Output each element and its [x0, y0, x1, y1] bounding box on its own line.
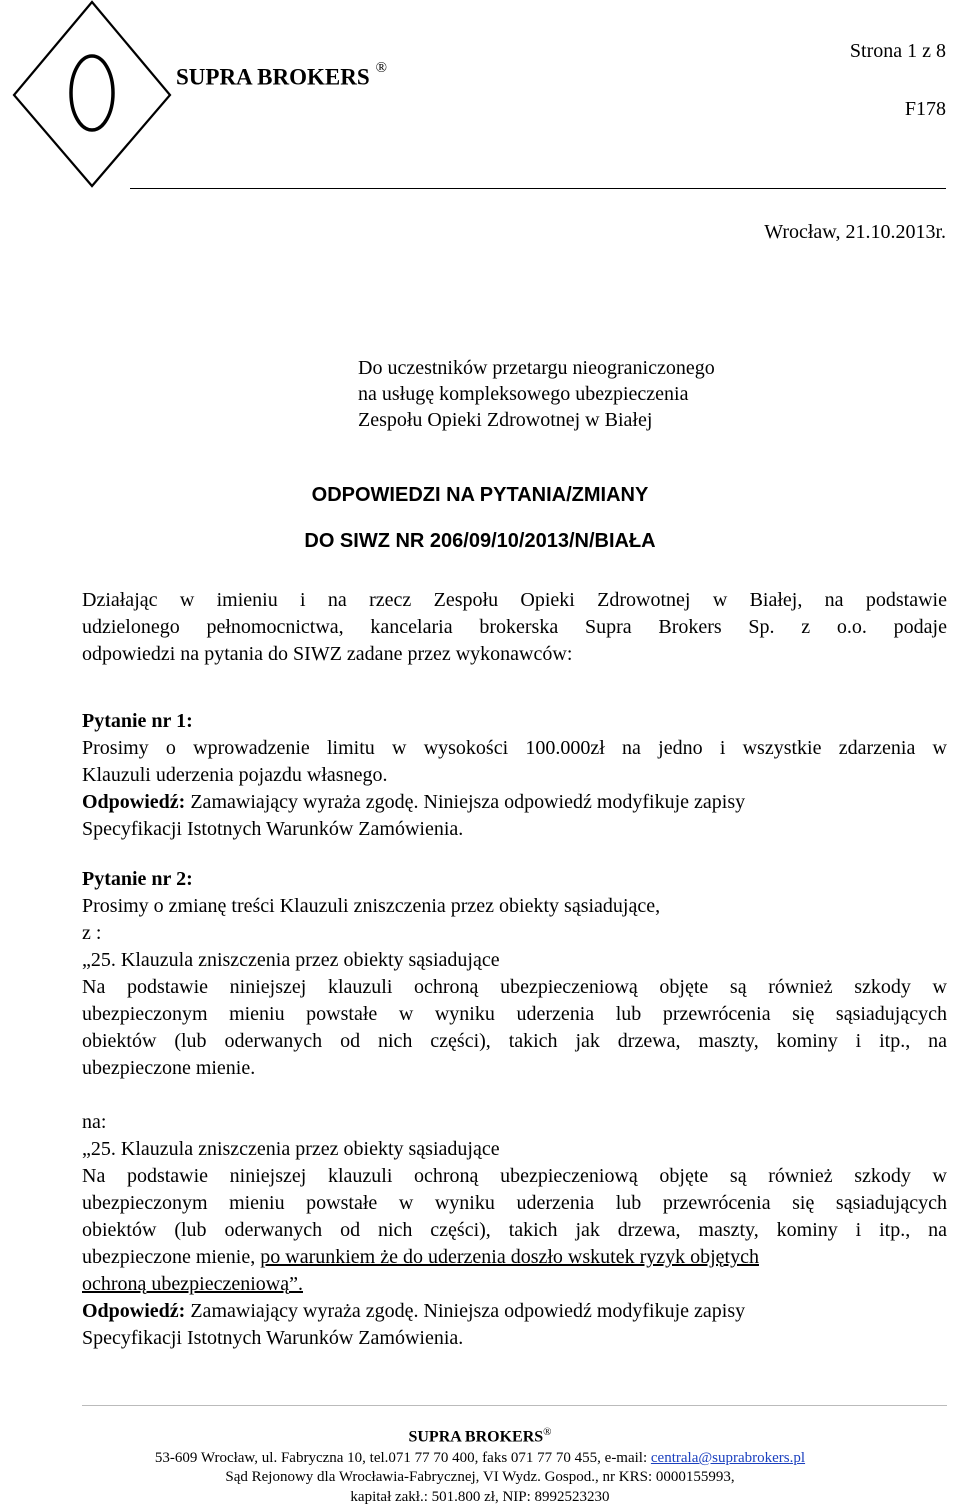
- form-code: F178: [904, 98, 946, 120]
- footer-court: Sąd Rejonowy dla Wrocławia-Fabrycznej, VI Wydz. Gospod., nr KRS: 0000155993,: [225, 1469, 735, 1485]
- answer-1: [82, 789, 947, 816]
- clause-line: ubezpieczonym mieniu powstałe w wyniku uderzenia lub przewrócenia się sąsiadujących: [82, 1003, 947, 1025]
- new-clause-end: ubezpieczone mienie, po warunkiem że do uderzenia doszło wskutek ryzyk objętych: [82, 1246, 759, 1268]
- footer-divider: [82, 1405, 947, 1406]
- answer-decision: Zamawiający wyraża zgodę.: [185, 791, 419, 813]
- clause-end: ubezpieczone mienie.: [82, 1057, 256, 1079]
- clause-line: Na podstawie niniejszej klauzuli ochroną ubezpieczeniową objęte są również szkody w: [82, 976, 947, 998]
- footer-capital: kapitał zakł.: 501.800 zł, NIP: 8992523230: [350, 1489, 610, 1505]
- question-2-intro: Prosimy o zmianę treści Klauzuli zniszczenia przez obiekty sąsiadujące,: [82, 895, 661, 917]
- new-clause-title: „25. Klauzula zniszczenia przez obiekty sąsiadujące: [82, 1138, 500, 1160]
- intro-line: Działając w imieniu i na rzecz Zespołu Opieki Zdrowotnej w Białej, na podstawie: [82, 589, 947, 611]
- answer-2-line-2: Specyfikacji Istotnych Warunków Zamówienia.: [82, 1327, 464, 1349]
- addressee-line: Do uczestników przetargu nieograniczonego: [358, 357, 715, 379]
- new-clause-line: Na podstawie niniejszej klauzuli ochroną ubezpieczeniową objęte są również szkody w: [82, 1165, 947, 1187]
- question-2: [82, 866, 947, 1352]
- document-title-line-1: ODPOWIEDZI NA PYTANIA/ZMIANY: [311, 484, 649, 506]
- answer-label: Odpowiedź:: [82, 1300, 186, 1322]
- answer-rest: Niniejsza odpowiedź modyfikuje zapisy: [418, 791, 746, 813]
- clause-title: „25. Klauzula zniszczenia przez obiekty sąsiadujące: [82, 949, 500, 971]
- from-label: z :: [82, 922, 102, 944]
- question-1-line: Prosimy o wprowadzenie limitu w wysokości 100.000zł na jedno i wszystkie zdarzenia w: [82, 737, 947, 759]
- footer-brand: SUPRA BROKERS®: [408, 1426, 552, 1446]
- registered-mark: ®: [375, 60, 388, 76]
- new-clause-line: obiektów (lub oderwanych od nich części), takich jak drzewa, maszty, kominy i itp., na: [82, 1219, 947, 1241]
- footer-email-link[interactable]: centrala@suprabrokers.pl: [650, 1450, 806, 1466]
- intro-paragraph: [82, 587, 947, 668]
- footer-address: 53-609 Wrocław, ul. Fabryczna 10, tel.071 77 70 400, faks 071 77 70 455, e-mail: centrala@suprabrokers.pl: [154, 1450, 806, 1466]
- intro-line: odpowiedzi na pytania do SIWZ zadane przez wykonawców:: [82, 643, 573, 665]
- supra-brokers-logo-icon: [8, 0, 176, 190]
- intro-line: udzielonego pełnomocnictwa, kancelaria brokerska Supra Brokers Sp. z o.o. podaje: [82, 616, 947, 638]
- answer-1-line-2: Specyfikacji Istotnych Warunków Zamówienia.: [82, 818, 464, 840]
- addressee-line: Zespołu Opieki Zdrowotnej w Białej: [358, 409, 653, 431]
- page-number: Strona 1 z 8: [849, 40, 946, 62]
- question-1-line: Klauzuli uderzenia pojazdu własnego.: [82, 764, 388, 786]
- answer-2: [82, 1298, 947, 1325]
- new-clause-condition-end: ochroną ubezpieczeniową”.: [82, 1273, 303, 1295]
- document-date: Wrocław, 21.10.2013r.: [764, 221, 946, 243]
- brand-name: SUPRA BROKERS ®: [176, 60, 388, 90]
- answer-rest: Niniejsza odpowiedź modyfikuje zapisy: [418, 1300, 746, 1322]
- question-1-label: Pytanie nr 1:: [82, 710, 193, 732]
- footer-registered-mark: ®: [543, 1426, 552, 1438]
- new-clause-condition: po warunkiem że do uderzenia doszło wskutek ryzyk objętych: [260, 1246, 759, 1268]
- question-2-label: Pytanie nr 2:: [82, 868, 193, 890]
- question-1: [82, 708, 947, 843]
- addressee-line: na usługę kompleksowego ubezpieczenia: [358, 383, 689, 405]
- header-divider: [130, 188, 946, 189]
- addressee-block: [358, 355, 715, 433]
- clause-line: obiektów (lub oderwanych od nich części), takich jak drzewa, maszty, kominy i itp., na: [82, 1030, 947, 1052]
- new-clause-line: ubezpieczonym mieniu powstałe w wyniku uderzenia lub przewrócenia się sąsiadujących: [82, 1192, 947, 1214]
- answer-decision: Zamawiający wyraża zgodę.: [185, 1300, 419, 1322]
- answer-label: Odpowiedź:: [82, 791, 186, 813]
- to-label: na:: [82, 1111, 107, 1133]
- document-title-line-2: DO SIWZ NR 206/09/10/2013/N/BIAŁA: [304, 530, 656, 552]
